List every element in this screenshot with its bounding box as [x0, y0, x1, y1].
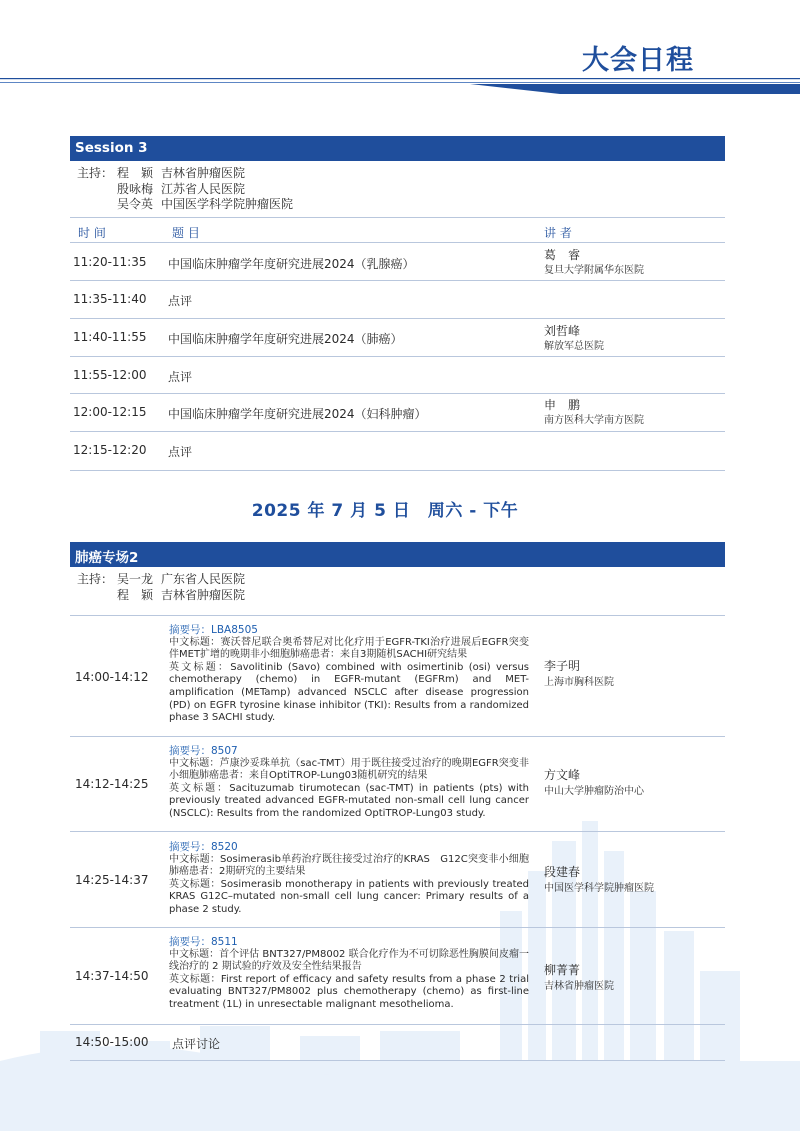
row-time: 12:00-12:15	[73, 405, 147, 419]
table-rule	[70, 242, 725, 243]
session-3-bar: Session 3	[70, 136, 725, 161]
host-name: 吴一龙	[117, 572, 154, 586]
host-org: 中国医学科学院肿瘤医院	[161, 197, 294, 211]
abstract-number: 摘要号：LBA8505	[169, 624, 258, 636]
closing-topic: 点评讨论	[172, 1037, 221, 1051]
abstract-time: 14:12-14:25	[75, 777, 149, 791]
host-org: 吉林省肿瘤医院	[161, 587, 246, 602]
host-name: 殷咏梅	[117, 181, 154, 196]
table-rule	[70, 217, 725, 218]
row-time: 12:15-12:20	[73, 443, 147, 457]
speaker-affiliation: 中山大学肿瘤防治中心	[544, 786, 644, 797]
abstract-en-title: 英文标题：First report of efficacy and safety results from a phase 2 trial evaluating BNT327/PM8002 plus chemotherapy (chemo) as first-line treatment (1L) in unresectable malignant mesothelioma.	[169, 973, 529, 1010]
speaker-affiliation: 上海市胸科医院	[544, 677, 614, 688]
column-header-time: 时 间	[78, 226, 106, 240]
row-topic: 点评	[168, 445, 193, 459]
abstract-speaker	[544, 865, 654, 896]
host-label: 主持：	[77, 572, 114, 586]
closing-time: 14:50-15:00	[75, 1035, 149, 1049]
table-rule	[70, 318, 725, 319]
table-rule	[70, 1060, 725, 1061]
table-rule	[70, 831, 725, 832]
table-rule	[70, 1024, 725, 1025]
abstract-number: 摘要号：8520	[169, 841, 238, 853]
speaker-affiliation: 吉林省肿瘤医院	[544, 981, 614, 992]
session-3-hosts	[77, 166, 293, 213]
abstract-speaker	[544, 659, 614, 690]
row-time: 11:35-11:40	[73, 292, 147, 306]
lung-session-2-hosts	[77, 572, 245, 603]
host-org: 江苏省人民医院	[161, 181, 246, 196]
speaker-affiliation: 解放军总医院	[544, 341, 604, 352]
row-speaker	[544, 324, 604, 354]
host-label: 主持：	[77, 166, 114, 180]
abstract-entry	[169, 624, 529, 725]
abstract-time: 14:00-14:12	[75, 670, 149, 684]
abstract-cn-title: 中文标题：Sosimerasib单药治疗既往接受过治疗的KRAS G12C突变非小细胞肺癌患者：2期研究的主要结果	[169, 853, 529, 878]
column-header-speaker: 讲 者	[544, 226, 572, 240]
row-speaker	[544, 398, 644, 428]
speaker-name: 方文峰	[544, 768, 581, 782]
abstract-number: 摘要号：8511	[169, 936, 238, 948]
row-time: 11:20-11:35	[73, 255, 147, 269]
host-org: 广东省人民医院	[161, 572, 246, 586]
abstract-en-title: 英文标题：Sosimerasib monotherapy in patients with previously treated KRAS G12C–mutated non-small cell lung cancer: Primary results of a phase 2 study.	[169, 878, 529, 915]
speaker-name: 葛 睿	[544, 248, 581, 262]
abstract-time: 14:37-14:50	[75, 969, 149, 983]
row-time: 11:55-12:00	[73, 368, 147, 382]
row-topic: 点评	[168, 294, 193, 308]
abstract-entry	[169, 745, 529, 821]
header-rule	[0, 74, 800, 94]
abstract-en-title: 英文标题：Sacituzumab tirumotecan (sac-TMT) in patients (pts) with previously treated advanced EGFR-mutated non-small cell lung cancer (NSCLC): Results from the randomized OptiTROP-Lung03 study.	[169, 782, 529, 819]
abstract-entry	[169, 841, 529, 917]
column-header-topic: 题 目	[172, 226, 200, 240]
page-title: 大会日程	[582, 45, 694, 76]
row-topic: 中国临床肿瘤学年度研究进展2024（妇科肿瘤）	[168, 407, 427, 421]
host-name: 程 颖	[117, 166, 154, 180]
host-org: 吉林省肿瘤医院	[161, 166, 246, 180]
speaker-affiliation: 南方医科大学南方医院	[544, 415, 644, 426]
row-topic: 点评	[168, 370, 193, 384]
host-name: 吴令英	[117, 197, 154, 211]
table-rule	[70, 393, 725, 394]
speaker-affiliation: 中国医学科学院肿瘤医院	[544, 883, 654, 894]
table-rule	[70, 431, 725, 432]
lung-session-2-bar: 肺癌专场2	[70, 542, 725, 567]
row-topic: 中国临床肿瘤学年度研究进展2024（肺癌）	[168, 332, 403, 346]
table-rule	[70, 280, 725, 281]
abstract-entry	[169, 936, 529, 1012]
abstract-speaker	[544, 963, 614, 994]
table-rule	[70, 927, 725, 928]
host-name: 程 颖	[117, 587, 154, 602]
abstract-en-title: 英文标题：Savolitinib (Savo) combined with osimertinib (osi) versus chemotherapy (chemo) in EGFR-mutant (EGFRm) and MET-amplification (METamp) advanced NSCLC after disease progression (PD) on EGFR tyrosine kinase inhibitor (TKI): Results from a randomized phase 3 SACHI study.	[169, 661, 529, 724]
table-rule	[70, 736, 725, 737]
abstract-cn-title: 中文标题：芦康沙妥珠单抗（sac-TMT）用于既往接受过治疗的晚期EGFR突变非小细胞肺癌患者：来自OptiTROP-Lung03随机研究的结果	[169, 757, 529, 782]
speaker-name: 段建春	[544, 865, 581, 879]
abstract-cn-title: 中文标题：首个评估 BNT327/PM8002 联合化疗作为不可切除恶性胸膜间皮瘤一线治疗的 2 期试验的疗效及安全性结果报告	[169, 948, 529, 973]
abstract-number: 摘要号：8507	[169, 745, 238, 757]
speaker-name: 柳菁菁	[544, 963, 581, 977]
speaker-name: 申 鹏	[544, 398, 581, 412]
abstract-time: 14:25-14:37	[75, 873, 149, 887]
table-rule	[70, 356, 725, 357]
row-topic: 中国临床肿瘤学年度研究进展2024（乳腺癌）	[168, 257, 415, 271]
table-rule	[70, 470, 725, 471]
table-rule	[70, 615, 725, 616]
abstract-cn-title: 中文标题：赛沃替尼联合奥希替尼对比化疗用于EGFR-TKI治疗进展后EGFR突变伴MET扩增的晚期非小细胞肺癌患者：来自3期随机SACHI研究结果	[169, 636, 529, 661]
speaker-name: 刘哲峰	[544, 324, 581, 338]
speaker-affiliation: 复旦大学附属华东医院	[544, 265, 644, 276]
abstract-speaker	[544, 768, 644, 799]
speaker-name: 李子明	[544, 659, 581, 673]
row-speaker	[544, 248, 644, 278]
row-time: 11:40-11:55	[73, 330, 147, 344]
day-title: 2025 年 7 月 5 日 周六 - 下午	[251, 501, 519, 521]
